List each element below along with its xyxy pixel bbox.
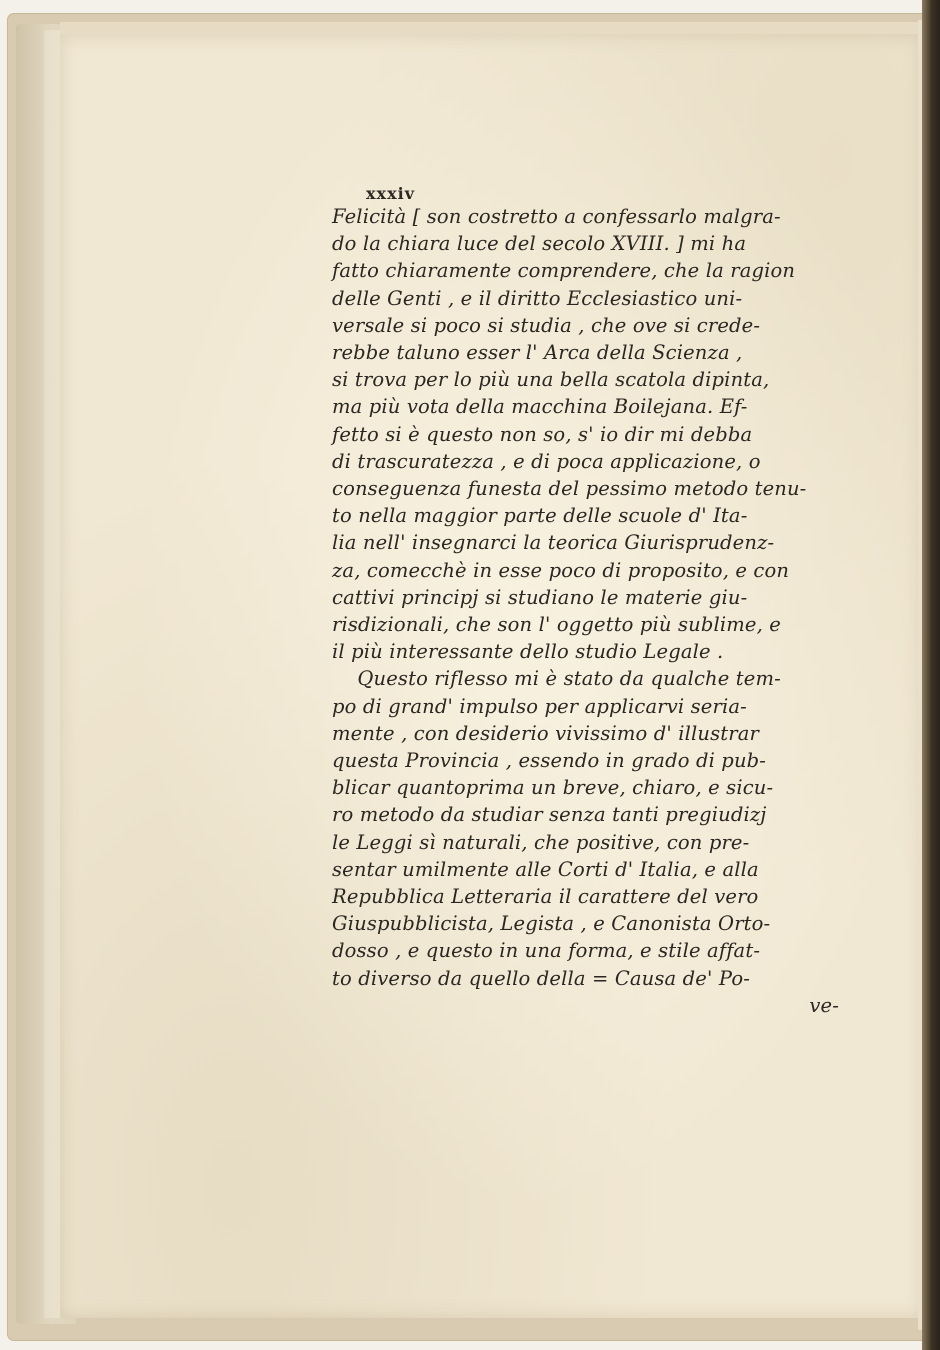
text-line: delle Genti , e il diritto Ecclesiastico uni-	[332, 286, 743, 310]
text-line: do la chiara luce del secolo XVIII. ] mi ha	[332, 232, 747, 256]
text-line: rebbe taluno esser l' Arca della Scienza ,	[332, 341, 743, 365]
text-line: Giuspubblicista, Legista , e Canonista Orto-	[332, 912, 771, 936]
text-line: risdizionali, che son l' oggetto più sublime, e	[332, 613, 781, 637]
text-line: Repubblica Letteraria il carattere del vero	[332, 885, 759, 909]
text-line: sentar umilmente alle Corti d' Italia, e alla	[332, 857, 759, 881]
text-line: conseguenza funesta del pessimo metodo tenu-	[332, 477, 807, 501]
text-line: blicar quantoprima un breve, chiaro, e sicu-	[332, 776, 774, 800]
catchword: ve-	[809, 993, 839, 1017]
text-line: to diverso da quello della = Causa de' Po-	[332, 966, 750, 990]
page-number: xxxiv	[366, 184, 415, 203]
text-line: ro metodo da studiar senza tanti pregiudizj	[332, 803, 767, 827]
text-line: Questo riflesso mi è stato da qualche tem-	[332, 667, 781, 691]
text-line: questa Provincia , essendo in grado di pub-	[332, 749, 767, 773]
text-line: si trova per lo più una bella scatola dipinta,	[332, 368, 770, 392]
text-line: po di grand' impulso per applicarvi seria-	[332, 694, 747, 718]
text-line: le Leggi sì naturali, che positive, con pre-	[332, 830, 750, 854]
text-line: ma più vota della macchina Boilejana. Ef-	[332, 395, 748, 419]
text-line: Felicità [ son costretto a confessarlo malgra-	[332, 205, 781, 228]
text-line: za, comecchè in esse poco di proposito, e con	[332, 558, 790, 582]
text-line: il più interessante dello studio Legale .	[332, 640, 724, 664]
text-line: mente , con desiderio vivissimo d' illustrar	[332, 721, 759, 745]
text-line: di trascuratezza , e di poca applicazione, o	[332, 449, 761, 473]
text-line: fatto chiaramente comprendere, che la ragion	[332, 259, 796, 283]
printed-text-block	[332, 183, 847, 1019]
text-line: cattivi principj si studiano le materie giu-	[332, 585, 748, 609]
text-line: lia nell' insegnarci la teorica Giurisprudenz-	[332, 531, 775, 555]
text-line: dosso , e questo in una forma, e stile affat-	[332, 939, 761, 963]
binding-gutter	[922, 0, 940, 1350]
text-line: fetto si è questo non so, s' io dir mi debba	[332, 422, 753, 446]
text-line: to nella maggior parte delle scuole d' Ita-	[332, 504, 748, 528]
text-line: versale si poco si studia , che ove si crede-	[332, 313, 761, 337]
